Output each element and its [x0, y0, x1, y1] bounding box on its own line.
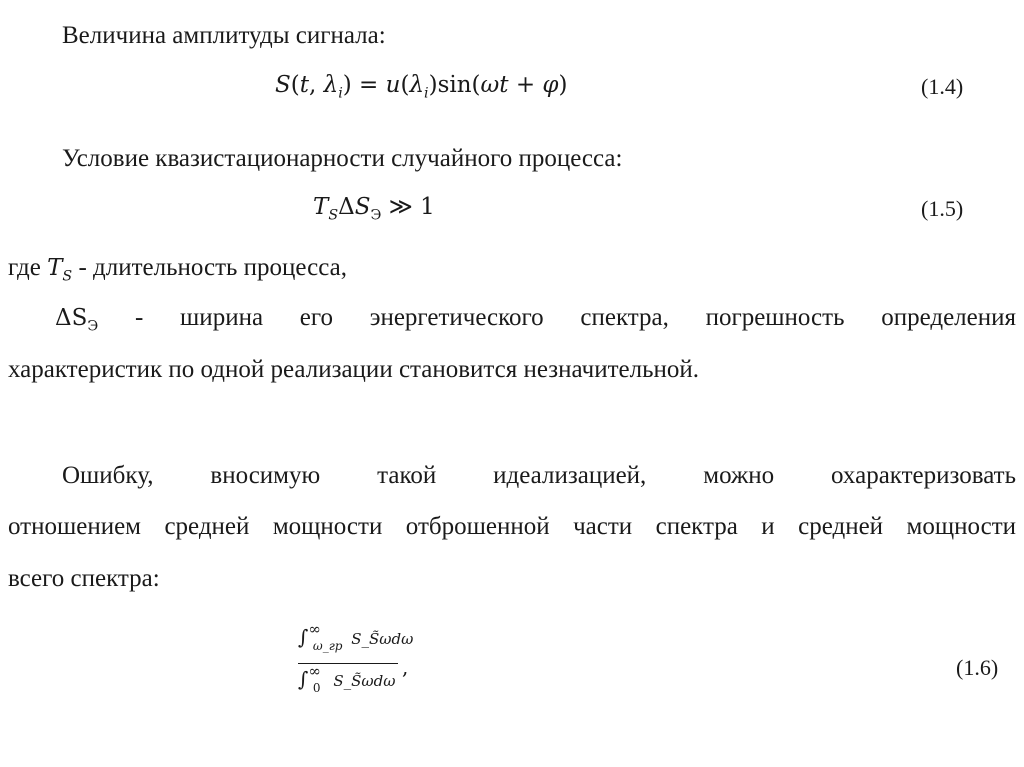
definition-ts-prefix: где	[8, 254, 41, 281]
formula-1-4: S(t, $\lambda_i) = u(\lambda_i)\sin(\omega t + \varphi)$	[275, 72, 568, 102]
fraction-numerator: $\int\infty_{\omega\_гр}$ S_S̃ωdω	[298, 620, 414, 653]
quasistationary-heading: Условие квазистационарности случайного процесса:	[62, 145, 623, 172]
ds-symbol: $\Delta S_Э$	[55, 305, 99, 335]
ts-symbol: $T_S$	[47, 255, 73, 285]
formula-1-5: $T_S\Delta S_Э$ ≫ 1	[313, 194, 435, 224]
definition-ds-text: - ширина его энергетического спектра, погрешность определения	[98, 304, 1016, 331]
definition-ds-line	[55, 304, 1016, 335]
equation-number-1-6: (1.6)	[956, 655, 999, 680]
error-paragraph-line-3: всего спектра:	[8, 565, 160, 592]
formula-1-6	[298, 620, 418, 705]
amplitude-heading: Величина амплитуды сигнала:	[62, 22, 386, 49]
definition-ts	[8, 254, 347, 285]
equation-number-1-4: (1.4)	[921, 74, 964, 99]
fraction-denominator: $\int\infty_0$ S_S̃ωdω	[298, 662, 396, 695]
error-paragraph-line-1: Ошибку, вносимую такой идеализацией, можно охарактеризовать	[62, 462, 1016, 489]
definition-ds-continuation: характеристик по одной реализации становится незначительной.	[8, 356, 699, 383]
formula-trailing-comma: ,	[402, 655, 409, 679]
error-paragraph-line-2: отношением средней мощности отброшенной части спектра и средней мощности	[8, 513, 1016, 540]
equation-number-1-5: (1.5)	[921, 196, 964, 221]
definition-ts-text: - длительность процесса,	[72, 254, 347, 281]
